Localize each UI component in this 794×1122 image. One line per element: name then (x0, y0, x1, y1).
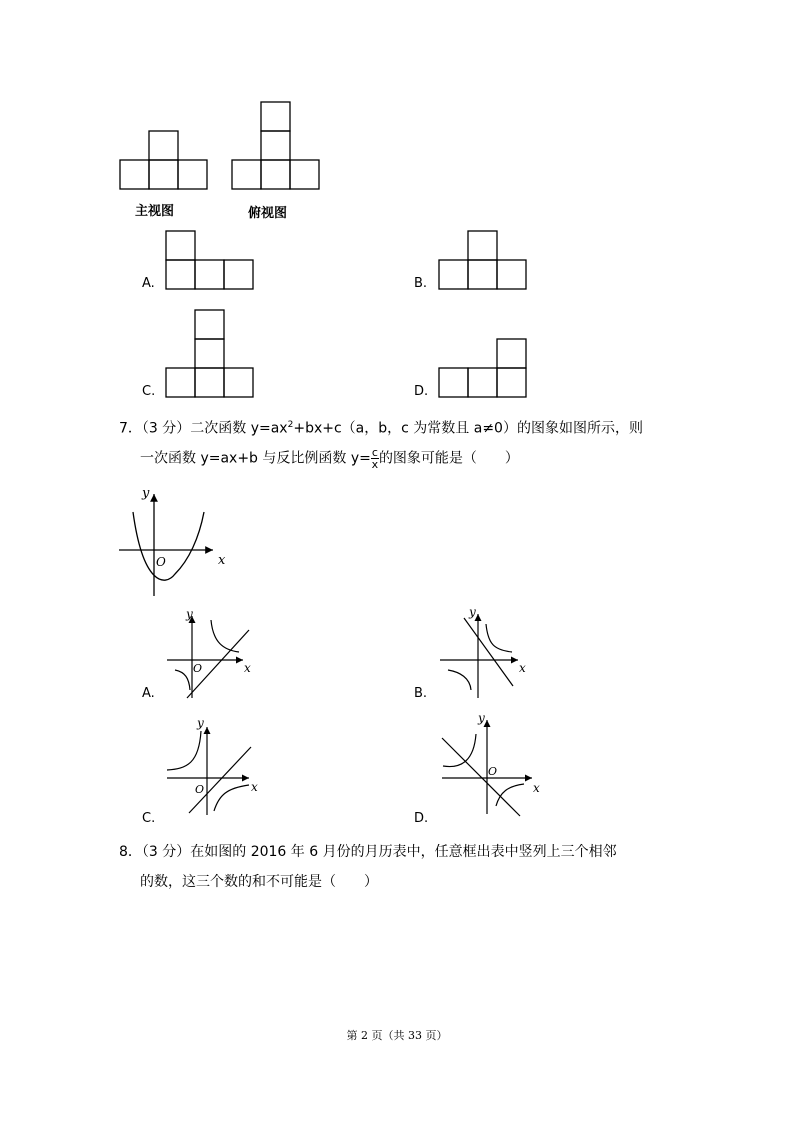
q7-fraction-denominator: x (371, 458, 379, 471)
main-view-figure (120, 130, 210, 190)
x-axis-label: x (218, 553, 226, 568)
hyperbola-branch (211, 620, 239, 652)
q7-option-d-label[interactable]: D. (414, 811, 429, 826)
q7-parabola-graph (115, 480, 235, 600)
parabola-curve (133, 512, 204, 580)
origin-label: O (156, 555, 166, 569)
svg-text:O: O (193, 662, 203, 675)
top-view-cell (261, 131, 290, 160)
hyperbola-branch (443, 734, 476, 767)
q7-stem-line1-prefix: 7．（3 分）二次函数 y=ax (119, 420, 288, 437)
y-axis-label: y (142, 486, 150, 501)
q7-stem-line1-suffix: +bx+c（a，b，c 为常数且 a≠0）的图象如图所示，则 (293, 420, 643, 437)
q6-option-a-figure[interactable] (166, 231, 256, 291)
q7-option-a-graph[interactable] (165, 606, 260, 701)
q8-stem-line2: 的数，这三个数的和不可能是（ ） (140, 874, 378, 890)
svg-text:y: y (197, 716, 204, 730)
svg-text:x: x (519, 661, 526, 675)
svg-text:y: y (478, 711, 485, 725)
linear-line (464, 618, 513, 686)
q7-option-b-graph[interactable] (438, 606, 533, 701)
svg-text:O: O (488, 765, 498, 778)
main-view-cell (149, 131, 178, 160)
page-footer: 第 2 页（共 33 页） (346, 1029, 448, 1042)
q6-option-a-label[interactable]: A. (142, 276, 155, 291)
hyperbola-branch (214, 785, 249, 811)
q7-option-d-graph[interactable] (438, 712, 538, 812)
q7-fraction (371, 447, 379, 470)
top-view-cell (232, 160, 261, 189)
q7-stem-line2 (140, 447, 519, 470)
svg-text:x: x (251, 780, 258, 794)
q7-stem-line2-prefix: 一次函数 y=ax+b 与反比例函数 y= (140, 450, 371, 467)
linear-line (442, 738, 520, 816)
q7-option-c-label[interactable]: C. (142, 811, 156, 826)
hyperbola-branch (496, 784, 524, 806)
top-view-cell (261, 160, 290, 189)
q7-option-c-graph[interactable] (165, 715, 265, 815)
top-view-cell (290, 160, 319, 189)
q6-option-c-label[interactable]: C. (142, 384, 156, 399)
svg-text:x: x (244, 661, 251, 675)
hyperbola-branch (175, 670, 190, 690)
svg-text:O: O (195, 783, 205, 796)
top-view-cell (261, 102, 290, 131)
q6-option-b-figure[interactable] (439, 231, 529, 291)
main-view-cell (149, 160, 178, 189)
hyperbola-branch (167, 731, 201, 770)
main-view-caption: 主视图 (135, 204, 175, 219)
svg-text:y: y (186, 607, 193, 621)
q7-option-a-label[interactable]: A. (142, 686, 155, 701)
top-view-caption: 俯视图 (248, 206, 288, 221)
hyperbola-branch (448, 670, 471, 690)
q6-option-d-figure[interactable] (439, 339, 529, 399)
main-view-cell (120, 160, 149, 189)
svg-text:y: y (469, 605, 476, 619)
main-view-cell (178, 160, 207, 189)
top-view-figure (232, 101, 322, 191)
q7-stem-line1 (119, 415, 643, 439)
hyperbola-branch (486, 624, 512, 652)
q7-stem-line2-suffix: 的图象可能是（ ） (378, 450, 519, 467)
svg-text:x: x (533, 781, 540, 795)
q8-stem-line1: 8．（3 分）在如图的 2016 年 6 月份的月历表中，任意框出表中竖列上三个相邻 (119, 844, 617, 860)
linear-line (189, 747, 251, 813)
q7-option-b-label[interactable]: B. (414, 686, 428, 701)
q7-fraction-numerator: c (371, 446, 378, 459)
q6-option-b-label[interactable]: B. (414, 276, 428, 291)
q6-option-c-figure[interactable] (166, 310, 256, 400)
q6-option-d-label[interactable]: D. (414, 384, 429, 399)
q7-exponent: 2 (287, 420, 294, 430)
